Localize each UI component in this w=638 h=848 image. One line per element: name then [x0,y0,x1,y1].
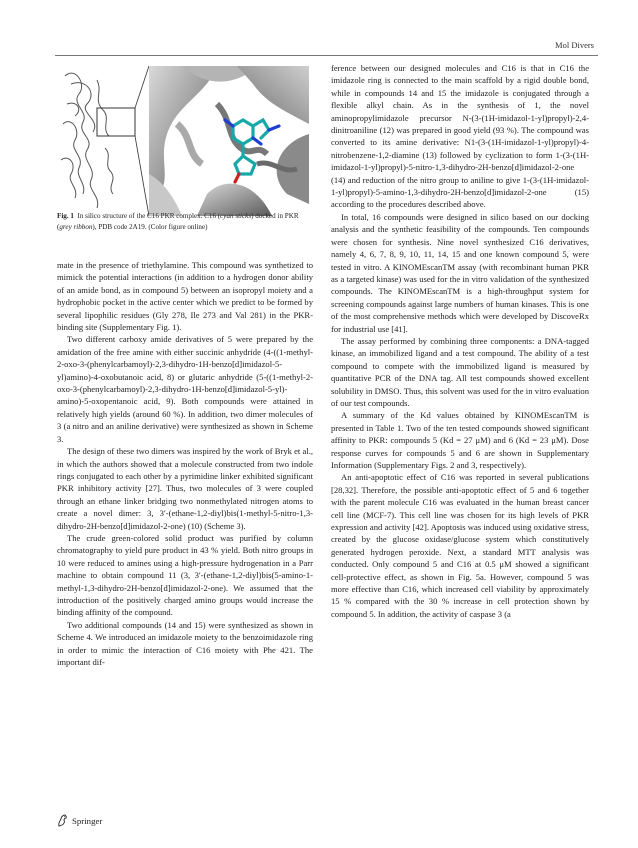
paragraph: In total, 16 compounds were designed in silico based on our docking analysis and the synthetic feasibility of the compounds. Ten compounds were chosen for synthesis. Nine novel synthesized C16 derivatives, namely 4, 6, 7, 8, 9, 10, 11, 14, 15 and one known compound 5, were tested in vitro. A KINOMEscanTM assay (with recombinant human PKR as a targeted kinase) was used for the in vitro validation of the synthesized compounds. The KINOMEscanTM is a high-throughput system for screening compounds against large numbers of human kinases. This is one of the most comprehensive methods which were developed by DiscoveRx for industrial use [41]. [331,211,589,334]
caption-italic-1: cyan sticks [220,212,252,220]
paragraph: The design of these two dimers was inspired by the work of Bryk et al., in which the authors showed that a molecule constructed from two indole rings conjugated to each other by a pyrimidine linker exhibited significant PKR inhibitory activity [27]. Thus, two molecules of 3 were coupled through an ethane linker bridging two nonmethylated nitrogen atoms to create a novel dimer: 3, 3′-(ethane-1,2-diyl)bis(1-methyl-5-nitro-1,3-dihydro-2H-benzo[d]imidazol-2-one) (10) (Scheme 3). [57,446,313,531]
journal-name: Mol Divers [555,40,594,50]
paragraph: Two different carboxy amide derivatives of 5 were prepared by the amidation of the free amine with either succinic anhydride (4-((1-methyl-2-oxo-3-(phenylcarbamoyl)-2,3-dihydro-1H-benzo[d]imidazol-5-yl)amino)-4-oxobutanoic acid, 8) or glutaric anhydride (5-((1-methyl-2-oxo-3-(phenylcarbamoyl)-2,3-dihydro-1H-benzo[d]imidazol-5-yl)-amino)-5-oxopentanoic acid, 9). Both compounds were attained in relatively high yields (around 60 %). In addition, two dimer molecules of 3 (a nitro and an aniline derivative) were synthesized as shown in Scheme 3. [57,334,313,444]
caption-text-2: ) docked in PKR ( [57,212,299,231]
paragraph: mate in the presence of triethylamine. This compound was synthetized to mimick the potential interactions (in addition to a hydrogen donor ability of an amide bond, as in compound 5) between an isopropyl moiety and a hydrophobic pocket in the active center which we predict to be formed by several lipophilic residues (Gly 278, Ile 273 and Val 281) in the PKR-binding site (Supplementary Fig. 1). [57,260,313,333]
zoom-box [97,108,135,136]
figure-caption [57,211,313,232]
header-rule [55,55,598,56]
overview-ribbon [61,73,113,208]
figure-label: Fig. 1 [57,212,74,220]
caption-italic-2: grey ribbon [59,222,93,231]
protein-structure-image [57,64,310,218]
figure-1 [57,64,310,218]
springer-horse-icon [57,814,68,827]
zoom-panel [149,66,309,216]
caption-text-1: In silico structure of the C16 PKR complex. C16 ( [77,212,221,220]
left-column [57,259,313,668]
paragraph: ference between our designed molecules and C16 is that in C16 the imidazole ring is connected to the main scaffold by a rigid double bond, while in compounds 14 and 15 the imidazole is conjugated through a flexible alkyl chain. As in the synthesis of 1, the novel aminopropylimidazole precursor N-(3-(1H-imidazol-1-yl)propyl)-2,4-dinitroaniline (12) was prepared in good yield (93 %). The compound was converted to its amine derivative: N1-(3-(1H-imidazol-1-yl)propyl)-4-nitrobenzene-1,2-diamine (13) followed by cyclization to form 1-(3-(1H-imidazol-1-yl)propyl)-5-nitro-1,3-dihydro-2H-benzo[d]imidazol-2-one (14) and reduction of the nitro group to aniline to give 1-(3-(1H-imidazol-1-yl)propyl)-5-amino-1,3-dihydro-2H-benzo[d]imidazol-2-one (15) according to the procedures described above. [331,63,589,210]
footer [57,814,102,827]
paragraph: The assay performed by combining three components: a DNA-tagged kinase, an immobilized ligand and a test compound. The ability of a test compound to compete with the immobilized ligand is measured by quantitative PCR of the DNA tag. All test compounds showed excellent solubility in DMSO. Thus, this solvent was used for the in vitro evaluation of our test compounds. [331,335,589,408]
paragraph: Two additional compounds (14 and 15) were synthesized as shown in Scheme 4. We introduced an imidazole moiety to the benzoimidazole ring in order to mimic the interaction of C16 moiety with Phe 421. The important dif- [57,619,313,667]
paragraph: An anti-apoptotic effect of C16 was reported in several publications [28,32]. Therefore, the possible anti-apoptotic effect of 5 and 6 together with the parent molecule C16 was evaluated in the human breast cancer cell line (MCF-7). This cell line was chosen for its high levels of PKR expression and activity [42]. Apoptosis was induced using oxidative stress, created by the glucose oxidase/glucose system which constitutively generated hydrogen peroxide. Next, a standard MTT analysis was conducted. Only compound 5 and C16 at 0.5 μM showed a significant cell-protective effect, as shown in Fig. 5a. However, compound 5 was more effective than C16, which increased cell viability by approximately 15 % compared with the 30 % increase in cell protection shown by compound 5. In addition, the activity of caspase 3 (a [331,472,589,619]
publisher-name: Springer [72,815,103,826]
caption-text-3: ), PDB code 2A19. (Color figure online) [92,222,208,231]
right-column [331,62,589,620]
paragraph: The crude green-colored solid product was purified by column chromatography to yield pure product in 43 % yield. Both nitro groups in 10 were reduced to amines using a high-pressure hydrogenation in a Parr machine to obtain compound 11 (3, 3′-(ethane-1,2-diyl)bis(5-amino-1-methyl-1,3-dihydro-2H-benzo[d]imidazol-2-one). We assumed that the introduction of the positively charged amino groups would increase the binding affinity of the compound. [57,532,313,618]
paragraph: A summary of the Kd values obtained by KINOMEscanTM is presented in Table 1. Two of the ten tested compounds showed significant affinity to PKR: compounds 5 (Kd = 27 μM) and 6 (Kd = 23 μM). Dose response curves for compounds 5 and 6 are shown in Supplementary Information (Supplementary Figs. 2 and 3, respectively). [331,410,589,470]
